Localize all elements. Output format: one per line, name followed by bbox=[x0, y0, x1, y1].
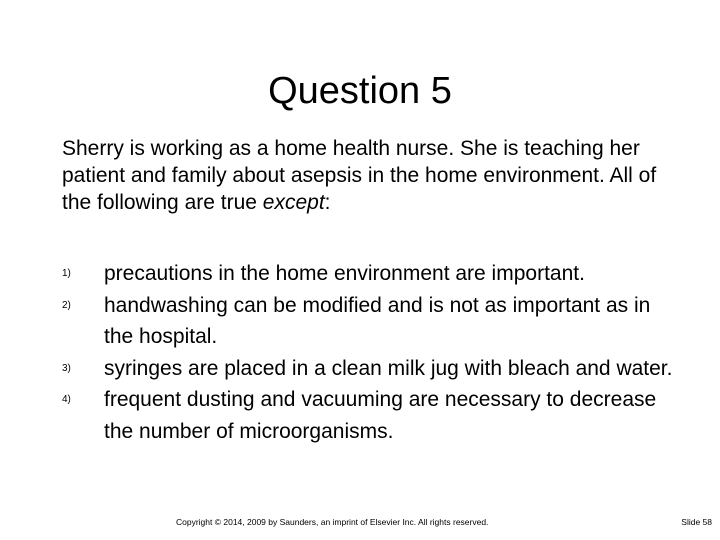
question-stem bbox=[62, 135, 682, 216]
stem-end: : bbox=[324, 191, 331, 214]
option-number: 3) bbox=[62, 362, 71, 374]
copyright-notice: Copyright © 2014, 2009 by Saunders, an imprint of Elsevier Inc. All rights reserved. bbox=[176, 517, 489, 527]
option-text: syringes are placed in a clean milk jug with bleach and water. bbox=[104, 356, 673, 380]
slide-footer bbox=[0, 516, 720, 528]
answer-options bbox=[62, 258, 682, 447]
option-text: frequent dusting and vacuuming are necessary to decrease the number of microorganisms. bbox=[104, 388, 657, 443]
option-number: 2) bbox=[62, 299, 71, 311]
slide-title: Question 5 bbox=[268, 70, 452, 113]
option-number: 1) bbox=[62, 268, 71, 279]
option-number: 4) bbox=[62, 394, 71, 405]
answer-option-1 bbox=[62, 258, 682, 290]
slide-number: Slide 58 bbox=[681, 517, 712, 527]
answer-option-4 bbox=[62, 384, 682, 447]
answer-option-2 bbox=[62, 290, 682, 353]
option-text: handwashing can be modified and is not as important as in the hospital. bbox=[104, 293, 651, 348]
stem-emphasis: except bbox=[262, 191, 325, 214]
answer-option-3 bbox=[62, 353, 682, 385]
option-text: precautions in the home environment are important. bbox=[104, 262, 585, 285]
stem-text: Sherry is working as a home health nurse. She is teaching her patient and family about asepsis in the home environment. All of the following are true bbox=[62, 137, 657, 214]
